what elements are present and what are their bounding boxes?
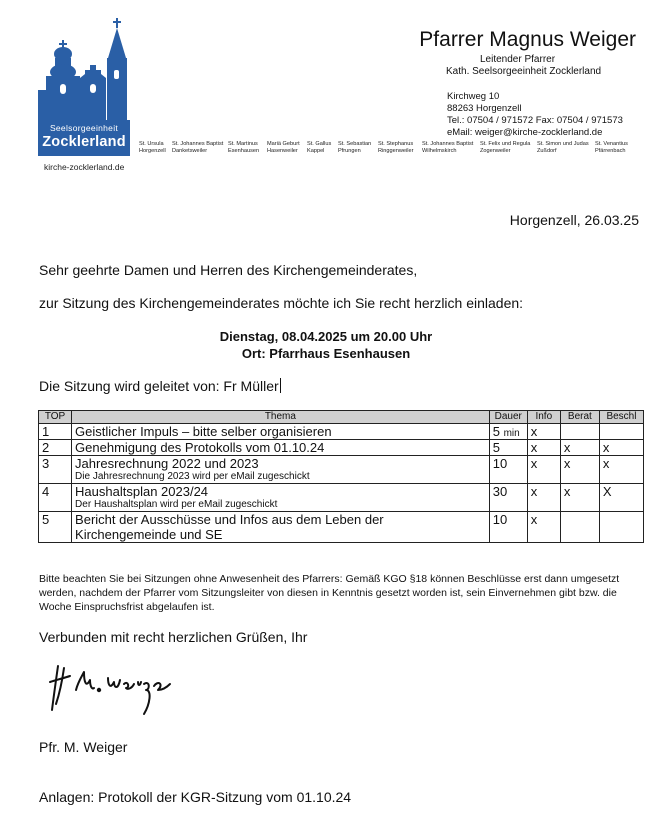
website-link[interactable]: kirche-zocklerland.de [44, 162, 125, 172]
cell-top: 4 [39, 484, 72, 512]
parish-place: Danketsweiler [172, 148, 208, 154]
parish-name: St. Felix und Regula [480, 141, 531, 147]
logo-line-1: Seelsorgeeinheit [49, 123, 119, 133]
parish-place: Zogenweiler [480, 148, 511, 154]
cell-info: x [527, 440, 560, 456]
parish-place: Pfärrenbach [595, 148, 626, 154]
parish-name: St. Johannes Baptist [422, 141, 474, 147]
table-row [39, 512, 644, 543]
cell-info: x [527, 512, 560, 543]
cell-beschl: x [599, 456, 643, 484]
col-berat: Berat [560, 411, 599, 424]
parish-name: St. Ursula [139, 141, 164, 147]
parish-place: Esenhausen [228, 148, 260, 154]
parish-item [172, 141, 223, 155]
parish-item [422, 141, 473, 155]
sender-name: Pfarrer Magnus Weiger [419, 28, 636, 51]
cell-top: 1 [39, 424, 72, 440]
cell-berat: x [560, 456, 599, 484]
cell-berat [560, 424, 599, 440]
letter-date: Horgenzell, 26.03.25 [509, 212, 639, 228]
cell-beschl: X [599, 484, 643, 512]
cell-top: 2 [39, 440, 72, 456]
parish-logo [38, 18, 130, 156]
chair-text: Die Sitzung wird geleitet von: Fr Müller [39, 378, 279, 394]
col-info: Info [527, 411, 560, 424]
handwritten-signature [46, 660, 176, 720]
cell-dauer: 5 [489, 440, 527, 456]
signer-name: Pfr. M. Weiger [39, 739, 128, 755]
thema-subtitle: Die Jahresrechnung 2023 wird per eMail zugeschickt [75, 471, 310, 482]
parish-name: St. Simon und Judas [537, 141, 589, 147]
table-row [39, 484, 644, 512]
parish-name: St. Martinus [228, 141, 258, 147]
cell-thema: Genehmigung des Protokolls vom 01.10.24 [72, 440, 490, 456]
parish-name: St. Sebastian [338, 141, 372, 147]
agenda-table [38, 410, 644, 543]
parish-place: Pfrungen [338, 148, 361, 154]
parish-name: Mariä Geburt [267, 141, 300, 147]
dauer-unit: min [503, 428, 520, 439]
cell-berat: x [560, 484, 599, 512]
cell-info: x [527, 484, 560, 512]
parish-place: Hasenweiler [267, 148, 298, 154]
attachments-line: Anlagen: Protokoll der KGR-Sitzung vom 01.10.24 [39, 789, 352, 805]
parish-place: Kappel [307, 148, 325, 154]
logo-line-2: Zocklerland [42, 134, 126, 150]
table-row [39, 424, 644, 440]
cell-dauer: 10 [489, 456, 527, 484]
address-phone: Tel.: 07504 / 971572 Fax: 07504 / 971573 [447, 115, 623, 126]
dauer-value: 5 [492, 424, 500, 439]
legal-note: Bitte beachten Sie bei Sitzungen ohne Anwesenheit des Pfarrers: Gemäß KGO §18 können Beschlüsse erst dann umgesetzt werden, nachdem der Pfarrer vom Sitzungsleiter von diesen in Kenntnis gesetzt worden ist, sein Einvernehmen gibt bzw. die Woche Einspruchsfrist abgelaufen ist. [39, 573, 620, 613]
col-top: TOP [39, 411, 72, 424]
cell-berat [560, 512, 599, 543]
col-thema: Thema [72, 411, 490, 424]
parish-item [139, 141, 166, 155]
sender-role: Leitender Pfarrer [480, 54, 556, 65]
parish-item [378, 141, 413, 155]
parish-place: Wilhelmskirch [422, 148, 457, 154]
closing-text: Verbunden mit recht herzlichen Grüßen, Ihr [39, 629, 308, 645]
parish-place: Horgenzell [139, 148, 166, 154]
table-row [39, 440, 644, 456]
parish-item [267, 141, 300, 155]
cell-dauer: 30 [489, 484, 527, 512]
church-towers-icon [38, 18, 130, 122]
chair-line [39, 378, 281, 394]
thema-title: Jahresrechnung 2022 und 2023 [75, 456, 259, 471]
meeting-date: Dienstag, 08.04.2025 um 20.00 Uhr [219, 329, 433, 344]
cell-top: 3 [39, 456, 72, 484]
text-cursor [280, 378, 281, 393]
parish-item [537, 141, 589, 155]
parish-name: St. Stephanus [378, 141, 414, 147]
salutation: Sehr geehrte Damen und Herren des Kirchengemeinderates, [39, 262, 418, 278]
parish-item [228, 141, 259, 155]
parish-name: St. Venantius [595, 141, 628, 147]
table-row [39, 456, 644, 484]
cell-thema: Bericht der Ausschüsse und Infos aus dem Leben der Kirchengemeinde und SE [72, 512, 490, 543]
parish-item [307, 141, 331, 155]
parish-name: St. Johannes Baptist [172, 141, 224, 147]
table-header-row [39, 411, 644, 424]
parish-list [139, 141, 639, 157]
parish-place: Ringgenweiler [378, 148, 414, 154]
cell-top: 5 [39, 512, 72, 543]
parish-place: Zußdorf [537, 148, 557, 154]
address-email[interactable]: eMail: weiger@kirche-zocklerland.de [447, 127, 603, 138]
cell-thema [72, 456, 490, 484]
col-beschl: Beschl [599, 411, 643, 424]
address-street: Kirchweg 10 [447, 91, 500, 102]
intro-text: zur Sitzung des Kirchengemeinderates möchte ich Sie recht herzlich einladen: [39, 295, 524, 311]
parish-item [480, 141, 530, 155]
col-dauer: Dauer [489, 411, 527, 424]
thema-title: Haushaltsplan 2023/24 [75, 484, 209, 499]
parish-item [338, 141, 371, 155]
parish-name: St. Gallus [307, 141, 332, 147]
meeting-place: Ort: Pfarrhaus Esenhausen [241, 346, 411, 361]
cell-berat: x [560, 440, 599, 456]
cell-dauer: 10 [489, 512, 527, 543]
cell-thema: Geistlicher Impuls – bitte selber organisieren [72, 424, 490, 440]
cell-beschl: x [599, 440, 643, 456]
parish-item [595, 141, 628, 155]
cell-dauer [489, 424, 527, 440]
cell-info: x [527, 456, 560, 484]
thema-subtitle: Der Haushaltsplan wird per eMail zugeschickt [75, 499, 278, 510]
cell-thema [72, 484, 490, 512]
cell-info: x [527, 424, 560, 440]
address-city: 88263 Horgenzell [447, 103, 522, 114]
cell-beschl [599, 424, 643, 440]
cell-beschl [599, 512, 643, 543]
logo-banner [38, 120, 130, 156]
sender-unit: Kath. Seelsorgeeinheit Zocklerland [446, 66, 602, 77]
